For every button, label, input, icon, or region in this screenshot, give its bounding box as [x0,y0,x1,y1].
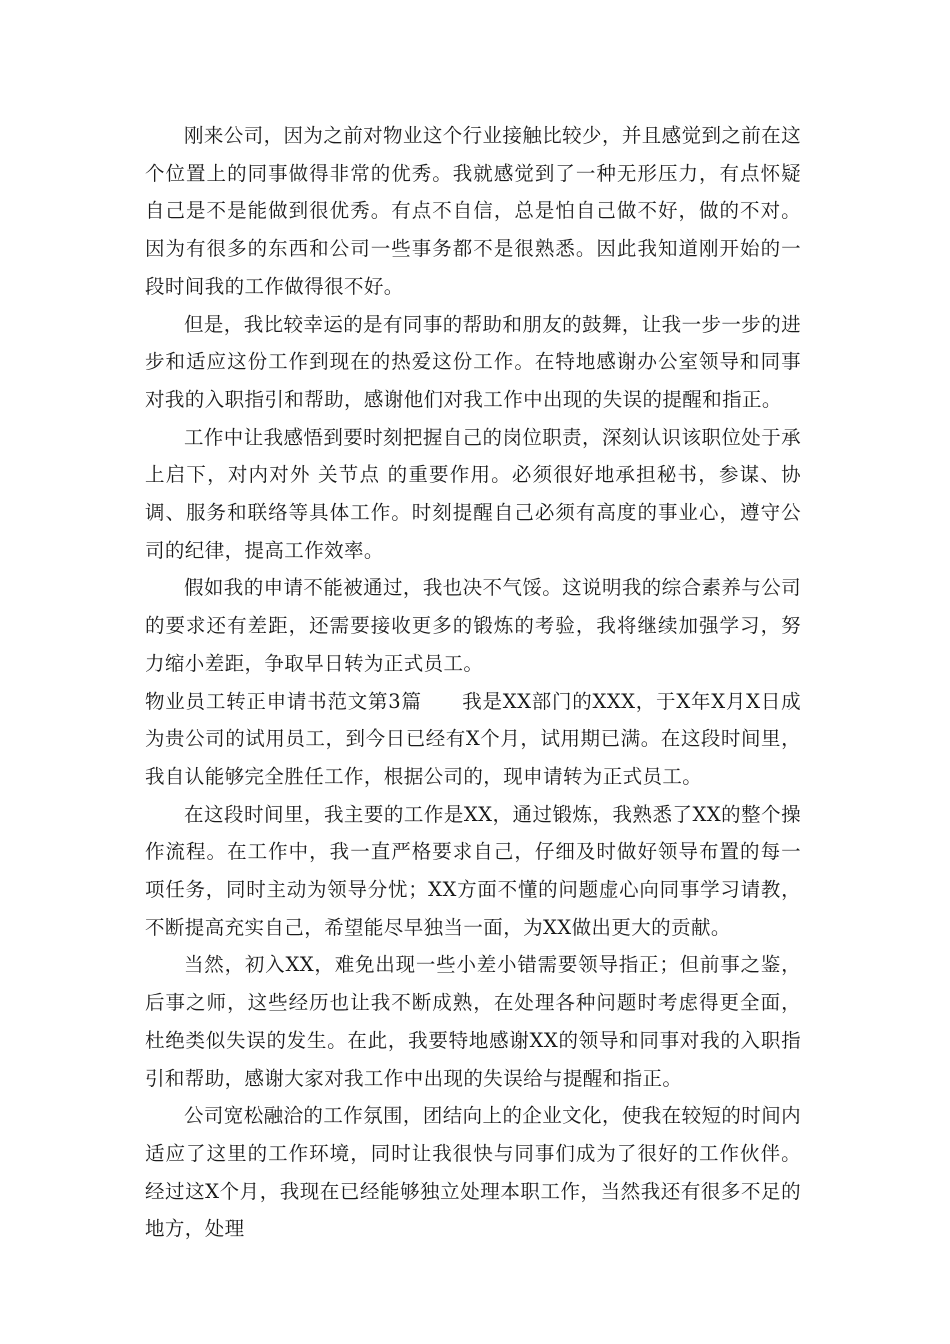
paragraph-8: 公司宽松融洽的工作氛围，团结向上的企业文化，使我在较短的时间内适应了这里的工作环境，同时让我很快与同事们成为了很好的工作伙伴。经过这X个月，我现在已经能够独立处理本职工作，当然我还有很多不足的地方，处理 [145,1104,801,1241]
paragraph-5-section-heading: 物业员工转正申请书范文第3篇 我是XX部门的XXX，于X年X月X日成为贵公司的试用员工，到今日已经有X个月，试用期已满。在这段时间里，我自认能够完全胜任工作，根据公司的，现申请转为正式员工。 [145,689,801,788]
document-body [145,117,801,1248]
paragraph-4: 假如我的申请不能被通过，我也决不气馁。这说明我的综合素养与公司的要求还有差距，还需要接收更多的锻炼的考验，我将继续加强学习，努力缩小差距，争取早日转为正式员工。 [145,576,801,675]
paragraph-3: 工作中让我感悟到要时刻把握自己的岗位职责，深刻认识该职位处于承上启下，对内对外 关节点 的重要作用。必须很好地承担秘书，参谋、协调、服务和联络等具体工作。时刻提醒自己必须有高度的事业心，遵守公司的纪律，提高工作效率。 [145,425,801,562]
paragraph-7: 当然，初入XX，难免出现一些小差小错需要领导指正；但前事之鉴，后事之师，这些经历也让我不断成熟，在处理各种问题时考虑得更全面，杜绝类似失误的发生。在此，我要特地感谢XX的领导和同事对我的入职指引和帮助，感谢大家对我工作中出现的失误给与提醒和指正。 [145,953,801,1090]
paragraph-6: 在这段时间里，我主要的工作是XX，通过锻炼，我熟悉了XX的整个操作流程。在工作中，我一直严格要求自己，仔细及时做好领导布置的每一项任务，同时主动为领导分忧；XX方面不懂的问题虚心向同事学习请教，不断提高充实自己，希望能尽早独当一面，为XX做出更大的贡献。 [145,802,801,939]
paragraph-2: 但是，我比较幸运的是有同事的帮助和朋友的鼓舞，让我一步一步的进步和适应这份工作到现在的热爱这份工作。在特地感谢办公室领导和同事对我的入职指引和帮助，感谢他们对我工作中出现的失误的提醒和指正。 [145,312,801,411]
paragraph-1: 刚来公司，因为之前对物业这个行业接触比较少，并且感觉到之前在这个位置上的同事做得非常的优秀。我就感觉到了一种无形压力，有点怀疑自己是不是能做到很优秀。有点不自信，总是怕自己做不好，做的不对。因为有很多的东西和公司一些事务都不是很熟悉。因此我知道刚开始的一段时间我的工作做得很不好。 [145,124,801,298]
